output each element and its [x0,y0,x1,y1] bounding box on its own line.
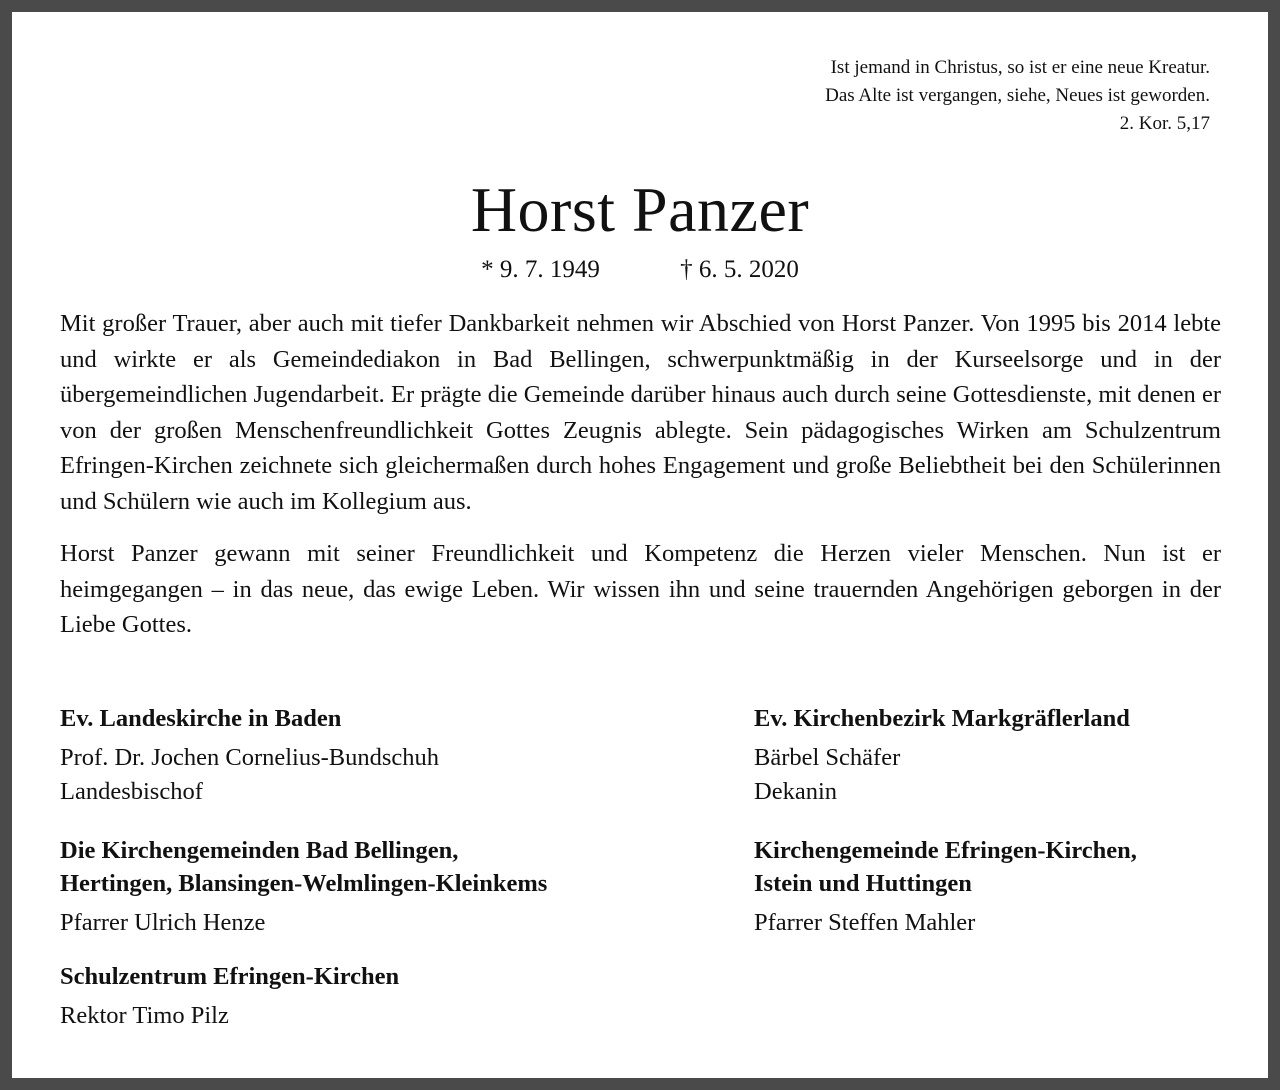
signer-kirchenbezirk [754,702,1130,809]
signer-org [754,834,1137,900]
signer-org-line-1: Kirchengemeinde Efringen-Kirchen, [754,837,1137,864]
signer-name: Pfarrer Ulrich Henze [60,909,266,936]
signer-org [60,834,547,900]
verse-line-2: Das Alte ist vergangen, siehe, Neues ist geworden. [825,85,1210,106]
signer-person [754,741,1130,809]
signer-name: Rektor Timo Pilz [60,1002,229,1029]
death-date: † 6. 5. 2020 [680,256,799,283]
signer-name: Pfarrer Steffen Mahler [754,909,976,936]
obituary-card [12,12,1268,1078]
signer-schulzentrum [60,960,399,1033]
verse-line-1: Ist jemand in Christus, so ist er eine neue Kreatur. [830,57,1210,78]
paragraph-2: Horst Panzer gewann mit seiner Freundlichkeit und Kompetenz die Herzen vieler Menschen. Nun ist er heimgegangen – in das neue, das ewige Leben. Wir wissen ihn und seine trauernden Angehörigen geborgen in der Liebe Gottes. [60,540,1221,638]
signer-org-line-2: Istein und Huttingen [754,870,972,897]
signer-efringen [754,834,1137,940]
signer-org: Schulzentrum Efringen-Kirchen [60,963,400,990]
signer-title: Landesbischof [60,778,203,805]
signer-name: Prof. Dr. Jochen Cornelius-Bundschuh [60,744,440,771]
bible-verse [825,54,1210,138]
life-dates [12,254,1268,286]
signer-person [60,741,439,809]
signer-landeskirche [60,702,439,809]
signer-org-line-2: Hertingen, Blansingen-Welmlingen-Kleinkems [60,870,548,897]
signer-title: Dekanin [754,778,837,805]
signer-org: Ev. Kirchenbezirk Markgräflerland [754,705,1130,732]
signer-org-line-1: Die Kirchengemeinden Bad Bellingen, [60,837,459,864]
signer-org: Ev. Landeskirche in Baden [60,705,342,732]
birth-date: * 9. 7. 1949 [481,256,600,283]
paragraph-1: Mit großer Trauer, aber auch mit tiefer Dankbarkeit nehmen wir Abschied von Horst Panzer. Von 1995 bis 2014 lebte und wirkte er als Gemeindediakon in Bad Bellingen, schwerpunktmäßig in der Kurseelsorge und in der übergemeindlichen Jugendarbeit. Er prägte die Gemeinde darüber hinaus auch durch seine Gottesdienste, mit denen er von der großen Menschenfreundlichkeit Gottes Zeugnis ablegte. Sein pädagogisches Wirken am Schulzentrum Efringen-Kirchen zeichnete sich gleichermaßen durch hohes Engagement und große Beliebtheit bei den Schülerinnen und Schülern wie auch im Kollegium aus. [60,310,1221,515]
signer-bellingen [60,834,547,940]
obituary-text [60,306,1221,660]
signer-name: Bärbel Schäfer [754,744,901,771]
verse-reference: 2. Kor. 5,17 [1119,113,1210,134]
deceased-name: Horst Panzer [470,174,810,245]
